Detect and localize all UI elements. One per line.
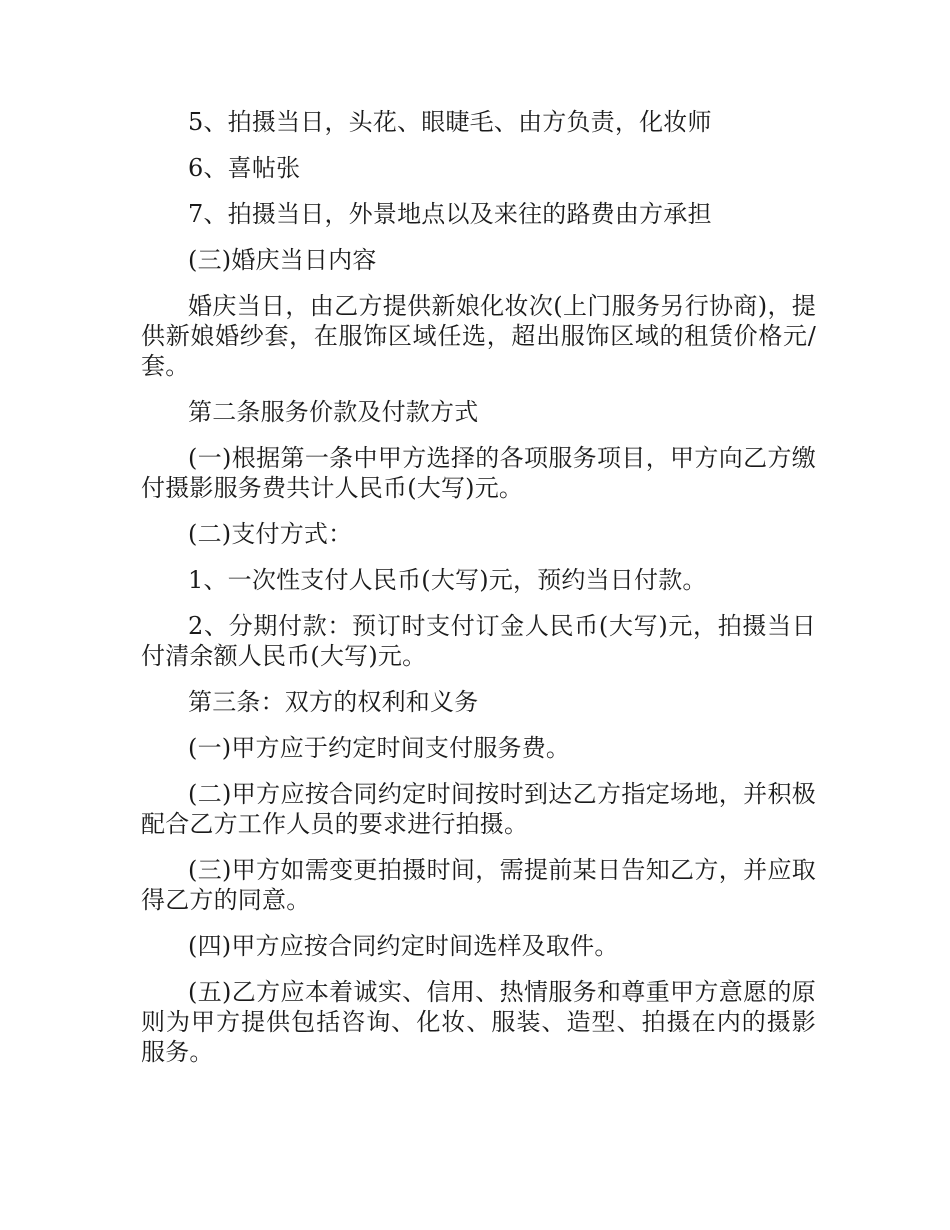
- paragraph-wedding-day-content: 婚庆当日，由乙方提供新娘化妆次(上门服务另行协商)，提供新娘婚纱套，在服饰区域任选，超出服饰区域的租赁价格元/套。: [141, 292, 816, 380]
- paragraph-obligation-3: (三)甲方如需变更拍摄时间，需提前某日告知乙方，并应取得乙方的同意。: [141, 856, 816, 914]
- paragraph-obligation-4: (四)甲方应按合同约定时间选样及取件。: [188, 932, 619, 960]
- paragraph-obligation-2: (二)甲方应按合同约定时间按时到达乙方指定场地，并积极配合乙方工作人员的要求进行拍摄。: [141, 780, 816, 838]
- paragraph-obligation-1: (一)甲方应于约定时间支付服务费。: [188, 734, 571, 762]
- document-body: [141, 107, 816, 1083]
- paragraph-service-fee: (一)根据第一条中甲方选择的各项服务项目，甲方向乙方缴付摄影服务费共计人民币(大写)元。: [141, 444, 816, 502]
- paragraph-payment-lump-sum: 1、一次性支付人民币(大写)元，预约当日付款。: [188, 566, 707, 594]
- paragraph-obligation-5: (五)乙方应本着诚实、信用、热情服务和尊重甲方意愿的原则为甲方提供包括咨询、化妆、服装、造型、拍摄在内的摄影服务。: [141, 978, 816, 1066]
- paragraph-item-7: 7、拍摄当日，外景地点以及来往的路费由方承担: [188, 200, 712, 228]
- article-heading-3: 第三条：双方的权利和义务: [188, 688, 479, 716]
- section-heading-wedding-day: (三)婚庆当日内容: [188, 246, 377, 274]
- paragraph-payment-installments: 2、分期付款：预订时支付订金人民币(大写)元，拍摄当日付清余额人民币(大写)元。: [141, 612, 816, 670]
- paragraph-item-6: 6、喜帖张: [188, 154, 301, 182]
- article-heading-2: 第二条服务价款及付款方式: [188, 398, 479, 426]
- paragraph-item-5: 5、拍摄当日，头花、眼睫毛、由方负责，化妆师: [188, 108, 712, 136]
- section-heading-payment-method: (二)支付方式：: [188, 520, 353, 548]
